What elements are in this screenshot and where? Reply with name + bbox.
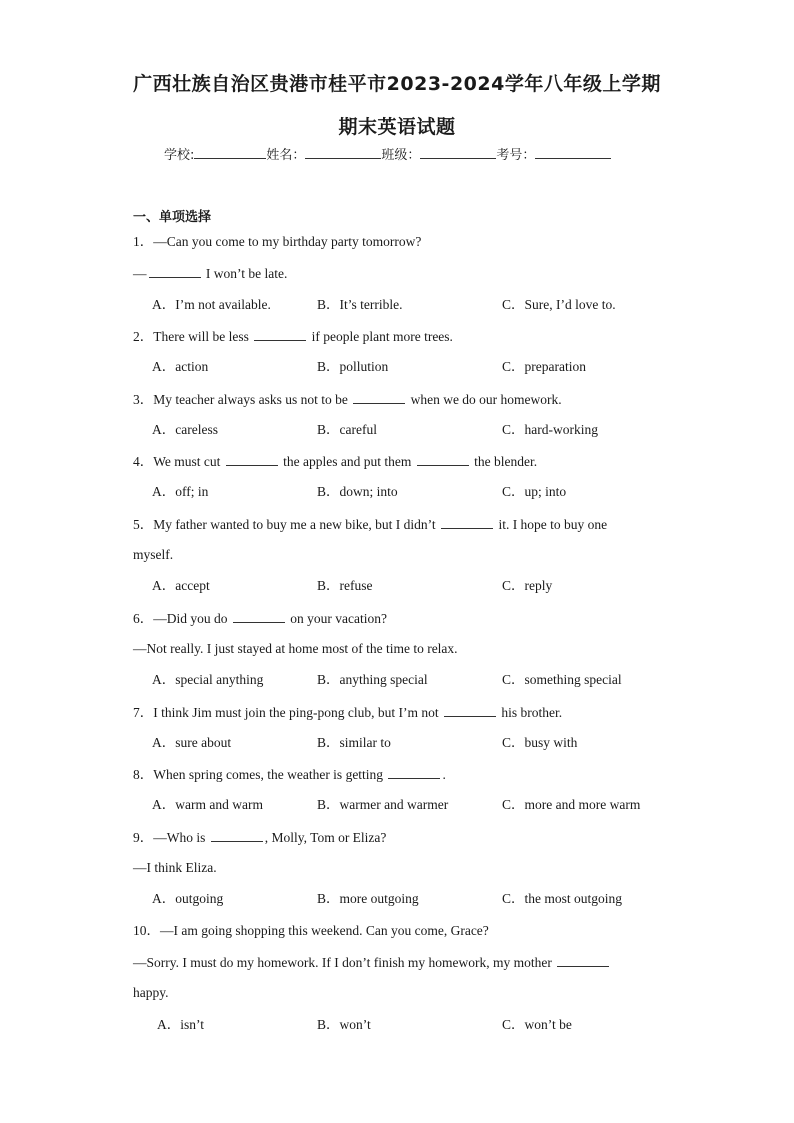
option-c[interactable]: C．hard-working — [502, 421, 598, 437]
answer-blank[interactable] — [444, 704, 496, 717]
option-c[interactable]: C．up; into — [502, 484, 567, 500]
option-c[interactable]: C．reply — [502, 578, 553, 594]
option-b[interactable]: B．warmer and warmer — [317, 797, 449, 813]
answer-blank[interactable] — [149, 265, 201, 278]
school-label: 学校: — [164, 148, 195, 163]
answer-blank[interactable] — [441, 516, 493, 529]
question-line: —Not really. I just stayed at home most of the time to relax. — [133, 640, 458, 656]
question-line: happy. — [133, 985, 169, 1001]
option-a[interactable]: A．action — [152, 359, 209, 375]
class-field[interactable] — [420, 145, 496, 159]
name-label: 姓名： — [266, 148, 306, 163]
answer-blank[interactable] — [254, 328, 306, 341]
option-a[interactable]: A．off; in — [152, 484, 209, 500]
option-c[interactable]: C．something special — [502, 672, 622, 688]
exam-title-line-1: 广西壮族自治区贵港市桂平市2023-2024学年八年级上学期 — [133, 73, 661, 95]
answer-blank[interactable] — [353, 391, 405, 404]
question-stem: 7．I think Jim must join the ping-pong club, but I’m not his brother. — [133, 704, 563, 720]
question-stem: 10．—I am going shopping this weekend. Can you come, Grace? — [133, 922, 489, 938]
option-a[interactable]: A．special anything — [152, 672, 264, 688]
answer-blank[interactable] — [233, 610, 285, 623]
option-b[interactable]: B．won’t — [317, 1016, 371, 1032]
question-line: —Sorry. I must do my homework. If I don’t finish my homework, my mother — [133, 954, 611, 971]
option-b[interactable]: B．careful — [317, 421, 377, 437]
question-stem: 4．We must cut the apples and put them the blender. — [133, 454, 538, 470]
question-stem: 8．When spring comes, the weather is getting . — [133, 767, 446, 783]
exam-number-field[interactable] — [535, 145, 611, 159]
option-c[interactable]: C．won’t be — [502, 1016, 572, 1032]
question-stem: 1．—Can you come to my birthday party tomorrow? — [133, 234, 422, 249]
option-c[interactable]: C．the most outgoing — [502, 891, 623, 907]
option-c[interactable]: C．preparation — [502, 359, 586, 375]
exam-number-label: 考号： — [496, 148, 536, 163]
question-line: —I think Eliza. — [133, 860, 217, 875]
exam-title-line-2: 期末英语试题 — [338, 116, 456, 138]
section-title: 一、单项选择 — [133, 210, 212, 225]
option-a[interactable]: A．careless — [152, 421, 218, 437]
answer-blank[interactable] — [417, 453, 469, 466]
option-a[interactable]: A．I’m not available. — [152, 296, 271, 312]
option-a[interactable]: A．outgoing — [152, 891, 224, 907]
question-stem: 6．—Did you do on your vacation? — [133, 610, 387, 626]
option-a[interactable]: A．isn’t — [157, 1016, 205, 1032]
option-a[interactable]: A．sure about — [152, 734, 232, 750]
option-b[interactable]: B．down; into — [317, 484, 398, 500]
question-line: myself. — [133, 547, 174, 562]
option-b[interactable]: B．anything special — [317, 672, 428, 688]
option-b[interactable]: B．It’s terrible. — [317, 296, 403, 312]
option-b[interactable]: B．pollution — [317, 359, 389, 375]
option-b[interactable]: B．similar to — [317, 734, 391, 750]
question-stem: 2．There will be less if people plant more trees. — [133, 328, 453, 344]
question-line: — I won’t be late. — [133, 266, 288, 282]
name-field[interactable] — [305, 145, 381, 159]
question-stem: 3．My teacher always asks us not to be when we do our homework. — [133, 391, 562, 407]
student-info-row — [164, 144, 634, 163]
option-b[interactable]: B．more outgoing — [317, 891, 419, 907]
option-c[interactable]: C．more and more warm — [502, 797, 641, 813]
answer-blank[interactable] — [388, 766, 440, 779]
option-c[interactable]: C．Sure, I’d love to. — [502, 296, 616, 312]
question-stem: 5．My father wanted to buy me a new bike, but I didn’t it. I hope to buy one — [133, 516, 608, 532]
option-a[interactable]: A．warm and warm — [152, 797, 263, 813]
option-c[interactable]: C．busy with — [502, 734, 578, 750]
answer-blank[interactable] — [211, 829, 263, 842]
question-stem: 9．—Who is , Molly, Tom or Eliza? — [133, 829, 387, 845]
answer-blank[interactable] — [557, 954, 609, 967]
option-a[interactable]: A．accept — [152, 578, 210, 594]
option-b[interactable]: B．refuse — [317, 578, 373, 594]
answer-blank[interactable] — [226, 453, 278, 466]
class-label: 班级： — [381, 148, 421, 163]
school-field[interactable] — [194, 145, 266, 159]
